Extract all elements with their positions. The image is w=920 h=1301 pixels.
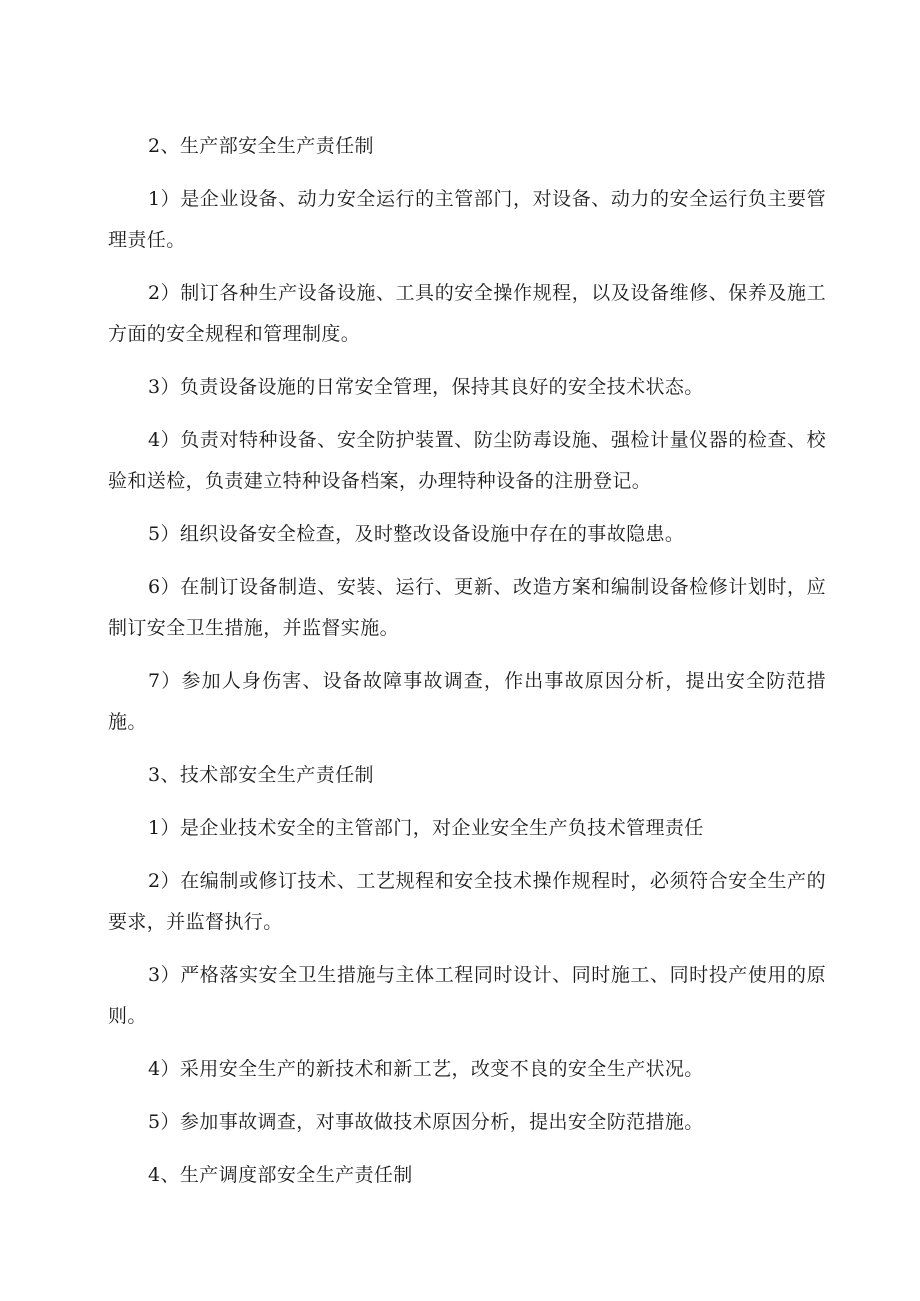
section-heading-production: 2、生产部安全生产责任制 — [148, 135, 374, 157]
paragraph: 2）制订各种生产设备设施、工具的安全操作规程，以及设备维修、保养及施工方面的安全规程和管理制度。 — [108, 282, 826, 345]
paragraph: 3）负责设备设施的日常安全管理，保持其良好的安全技术状态。 — [148, 376, 704, 398]
paragraph: 4）负责对特种设备、安全防护装置、防尘防毒设施、强检计量仪器的检查、校验和送检，负责建立特种设备档案，办理特种设备的注册登记。 — [108, 429, 826, 492]
paragraph: 2）在编制或修订技术、工艺规程和安全技术操作规程时，必须符合安全生产的要求，并监督执行。 — [108, 870, 826, 933]
section-heading-dispatch: 4、生产调度部安全生产责任制 — [148, 1164, 413, 1186]
document-page — [108, 126, 826, 1208]
paragraph: 3）严格落实安全卫生措施与主体工程同时设计、同时施工、同时投产使用的原则。 — [108, 964, 826, 1027]
section-heading-technology: 3、技术部安全生产责任制 — [148, 764, 374, 786]
paragraph: 1）是企业设备、动力安全运行的主管部门，对设备、动力的安全运行负主要管理责任。 — [108, 188, 826, 251]
paragraph: 7）参加人身伤害、设备故障事故调查，作出事故原因分析，提出安全防范措施。 — [108, 670, 826, 733]
paragraph: 6）在制订设备制造、安装、运行、更新、改造方案和编制设备检修计划时，应制订安全卫生措施，并监督实施。 — [108, 576, 826, 639]
paragraph: 1）是企业技术安全的主管部门，对企业安全生产负技术管理责任 — [148, 817, 704, 839]
paragraph: 4）采用安全生产的新技术和新工艺，改变不良的安全生产状况。 — [148, 1058, 704, 1080]
paragraph: 5）参加事故调查，对事故做技术原因分析，提出安全防范措施。 — [148, 1111, 704, 1133]
paragraph: 5）组织设备安全检查，及时整改设备设施中存在的事故隐患。 — [148, 523, 685, 545]
